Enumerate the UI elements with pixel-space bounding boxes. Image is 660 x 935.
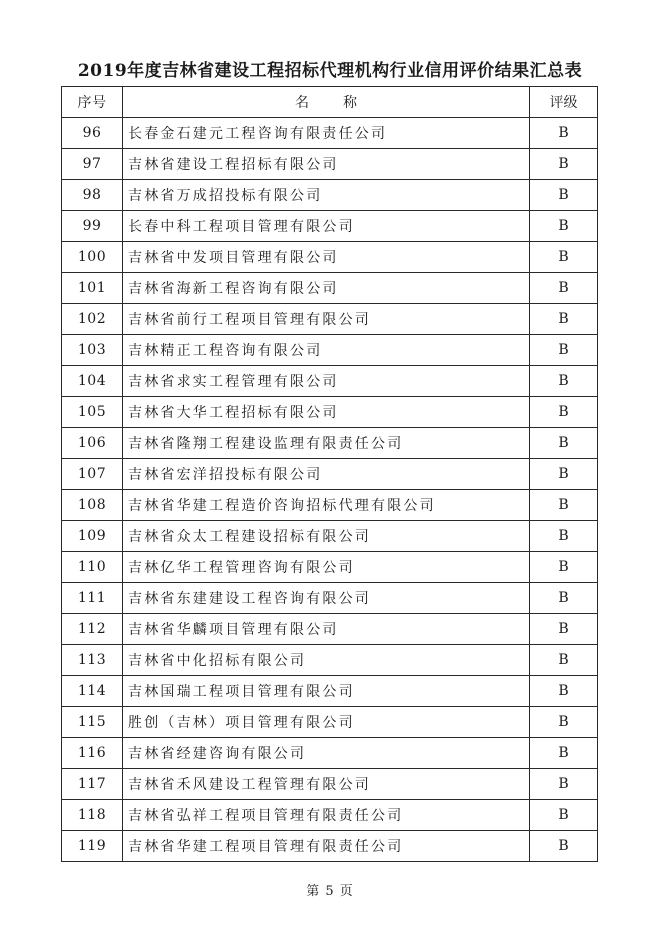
row-company-name: 吉林省禾风建设工程管理有限公司	[123, 769, 530, 800]
row-serial-number: 98	[62, 180, 123, 211]
header-serial-number: 序号	[62, 87, 123, 118]
row-serial-number: 112	[62, 614, 123, 645]
row-grade: B	[530, 366, 598, 397]
table-row	[62, 645, 598, 676]
row-grade: B	[530, 614, 598, 645]
row-grade: B	[530, 676, 598, 707]
row-serial-number: 110	[62, 552, 123, 583]
row-serial-number: 115	[62, 707, 123, 738]
row-company-name: 吉林精正工程咨询有限公司	[123, 335, 530, 366]
row-company-name: 吉林省隆翔工程建设监理有限责任公司	[123, 428, 530, 459]
row-serial-number: 103	[62, 335, 123, 366]
row-serial-number: 108	[62, 490, 123, 521]
table-row	[62, 211, 598, 242]
row-company-name: 吉林省华建工程造价咨询招标代理有限公司	[123, 490, 530, 521]
credit-rating-table	[61, 86, 598, 862]
table-row	[62, 614, 598, 645]
row-grade: B	[530, 831, 598, 862]
table-row	[62, 304, 598, 335]
row-company-name: 吉林省大华工程招标有限公司	[123, 397, 530, 428]
row-serial-number: 102	[62, 304, 123, 335]
table-row	[62, 676, 598, 707]
row-grade: B	[530, 118, 598, 149]
table-header-row	[62, 87, 598, 118]
row-serial-number: 97	[62, 149, 123, 180]
document-title: 2019年度吉林省建设工程招标代理机构行业信用评价结果汇总表	[77, 61, 583, 81]
row-serial-number: 99	[62, 211, 123, 242]
row-grade: B	[530, 242, 598, 273]
row-company-name: 吉林省建设工程招标有限公司	[123, 149, 530, 180]
table-row	[62, 180, 598, 211]
row-serial-number: 106	[62, 428, 123, 459]
row-grade: B	[530, 707, 598, 738]
table-body	[62, 118, 598, 862]
row-serial-number: 116	[62, 738, 123, 769]
row-serial-number: 100	[62, 242, 123, 273]
row-grade: B	[530, 180, 598, 211]
table-row	[62, 521, 598, 552]
table-row	[62, 428, 598, 459]
row-company-name: 吉林省万成招投标有限公司	[123, 180, 530, 211]
table-row	[62, 583, 598, 614]
row-company-name: 吉林省众太工程建设招标有限公司	[123, 521, 530, 552]
row-company-name: 吉林省弘祥工程项目管理有限责任公司	[123, 800, 530, 831]
row-serial-number: 96	[62, 118, 123, 149]
row-company-name: 吉林省经建咨询有限公司	[123, 738, 530, 769]
row-serial-number: 104	[62, 366, 123, 397]
table-row	[62, 149, 598, 180]
row-grade: B	[530, 211, 598, 242]
row-company-name: 吉林国瑞工程项目管理有限公司	[123, 676, 530, 707]
row-serial-number: 107	[62, 459, 123, 490]
row-company-name: 吉林省海新工程咨询有限公司	[123, 273, 530, 304]
row-company-name: 长春中科工程项目管理有限公司	[123, 211, 530, 242]
table-row	[62, 769, 598, 800]
row-serial-number: 114	[62, 676, 123, 707]
row-company-name: 长春金石建元工程咨询有限责任公司	[123, 118, 530, 149]
row-serial-number: 105	[62, 397, 123, 428]
row-grade: B	[530, 273, 598, 304]
row-grade: B	[530, 521, 598, 552]
row-company-name: 吉林省前行工程项目管理有限公司	[123, 304, 530, 335]
row-company-name: 吉林省中发项目管理有限公司	[123, 242, 530, 273]
row-grade: B	[530, 769, 598, 800]
table-row	[62, 459, 598, 490]
row-serial-number: 117	[62, 769, 123, 800]
row-company-name: 吉林省中化招标有限公司	[123, 645, 530, 676]
row-grade: B	[530, 304, 598, 335]
row-grade: B	[530, 738, 598, 769]
row-company-name: 胜创（吉林）项目管理有限公司	[123, 707, 530, 738]
row-grade: B	[530, 428, 598, 459]
row-grade: B	[530, 800, 598, 831]
table-row	[62, 118, 598, 149]
row-company-name: 吉林省东建建设工程咨询有限公司	[123, 583, 530, 614]
row-grade: B	[530, 552, 598, 583]
row-company-name: 吉林省华麟项目管理有限公司	[123, 614, 530, 645]
row-serial-number: 109	[62, 521, 123, 552]
table-row	[62, 490, 598, 521]
table-row	[62, 800, 598, 831]
row-grade: B	[530, 583, 598, 614]
row-grade: B	[530, 490, 598, 521]
header-name	[123, 87, 530, 118]
row-grade: B	[530, 149, 598, 180]
table-row	[62, 552, 598, 583]
table-row	[62, 831, 598, 862]
header-name-second-char: 称	[343, 95, 357, 111]
row-serial-number: 113	[62, 645, 123, 676]
header-name-first-char: 名	[295, 95, 309, 111]
page-number: 第 5 页	[306, 884, 354, 899]
row-serial-number: 119	[62, 831, 123, 862]
row-serial-number: 101	[62, 273, 123, 304]
table-row	[62, 273, 598, 304]
table-row	[62, 738, 598, 769]
row-grade: B	[530, 645, 598, 676]
table-row	[62, 335, 598, 366]
row-serial-number: 118	[62, 800, 123, 831]
table-row	[62, 397, 598, 428]
table-row	[62, 707, 598, 738]
row-company-name: 吉林省宏洋招投标有限公司	[123, 459, 530, 490]
row-company-name: 吉林省求实工程管理有限公司	[123, 366, 530, 397]
row-grade: B	[530, 397, 598, 428]
row-company-name: 吉林省华建工程项目管理有限责任公司	[123, 831, 530, 862]
row-grade: B	[530, 335, 598, 366]
table-row	[62, 366, 598, 397]
row-serial-number: 111	[62, 583, 123, 614]
row-grade: B	[530, 459, 598, 490]
header-grade: 评级	[530, 87, 598, 118]
table-row	[62, 242, 598, 273]
row-company-name: 吉林亿华工程管理咨询有限公司	[123, 552, 530, 583]
